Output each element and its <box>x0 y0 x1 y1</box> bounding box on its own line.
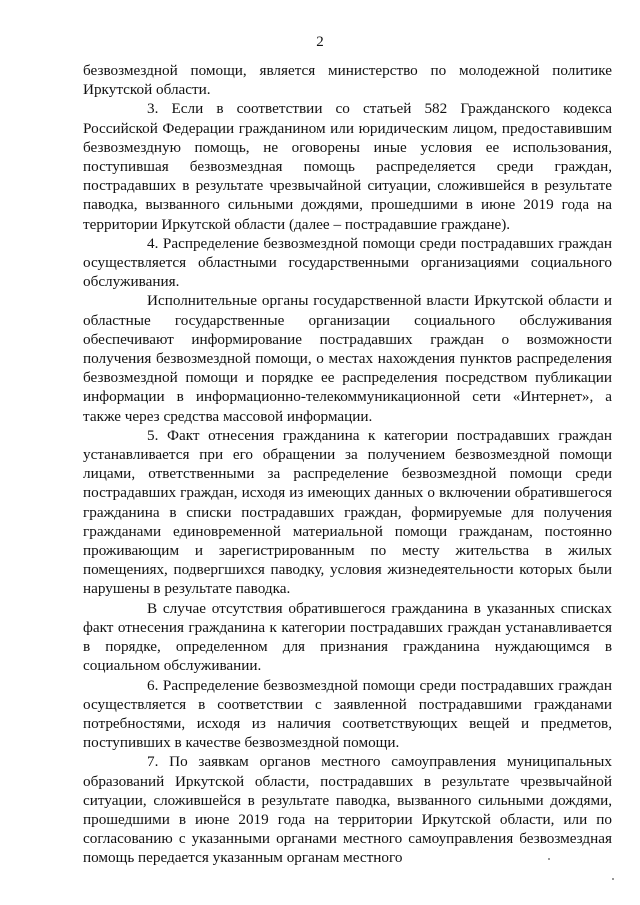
paragraph-absence-case: В случае отсутствия обратившегося гражданина в указанных списках факт отнесения гражданина к категории пострадавших граждан устанавливается в порядке, определенном для признания гражданина нуждающимся в социальном обслуживании. <box>83 599 612 675</box>
document-body <box>83 61 612 868</box>
paragraph-item-5: 5. Факт отнесения гражданина к категории пострадавших граждан устанавливается при его обращении за получением безвозмездной помощи лицами, ответственными за распределение безвозмездной помощи среди пострадавших граждан, исходя из имеющих данных о включении обратившегося гражданина в списки пострадавших граждан, формируемые для получения гражданами единовременной материальной помощи гражданам, постоянно проживающим и зарегистрированным по месту жительства в жилых помещениях, подвергшихся паводку, условия жизнедеятельности которых были нарушены в результате паводка. <box>83 426 612 598</box>
paragraph-item-7: 7. По заявкам органов местного самоуправления муниципальных образований Иркутской области, пострадавших в результате чрезвычайной ситуации, сложившейся в результате паводка, вызванного сильными дождями, прошедшими в июне 2019 года на территории Иркутской области, или по согласованию с указанными органами местного самоуправления безвозмездная помощь передается указанным органам местного <box>83 753 612 867</box>
paragraph-continuation: безвозмездной помощи, является министерство по молодежной политике Иркутской области. <box>83 62 612 99</box>
scan-speck <box>548 858 550 860</box>
paragraph-item-4: 4. Распределение безвозмездной помощи среди пострадавших граждан осуществляется областными государственными организациями социального обслуживания. <box>83 234 612 291</box>
paragraph-informing: Исполнительные органы государственной власти Иркутской области и областные государственные организации социального обслуживания обеспечивают информирование пострадавших граждан о возможности получения безвозмездной помощи, о местах нахождения пунктов распределения безвозмездной помощи и порядке ее распределения посредством публикации информации в информационно-телекоммуникационной сети «Интернет», а также через средства массовой информации. <box>83 292 612 425</box>
paragraph-item-3: 3. Если в соответствии со статьей 582 Гражданского кодекса Российской Федерации гражданином или юридическим лицом, предоставившим безвозмездную помощь, не оговорены иные условия ее использования, поступившая безвозмездная помощь распределяется среди граждан, пострадавших в результате чрезвычайной ситуации, сложившейся в результате паводка, вызванного сильными дождями, прошедшими в июне 2019 года на территории Иркутской области (далее – пострадавшие граждане). <box>83 100 612 233</box>
paragraph-item-6: 6. Распределение безвозмездной помощи среди пострадавших граждан осуществляется в соответствии с заявленной пострадавшими гражданами потребностями, исходя из наличия соответствующих вещей и предметов, поступивших в качестве безвозмездной помощи. <box>83 676 612 752</box>
page-number: 2 <box>316 34 324 50</box>
scan-speck <box>612 878 614 880</box>
